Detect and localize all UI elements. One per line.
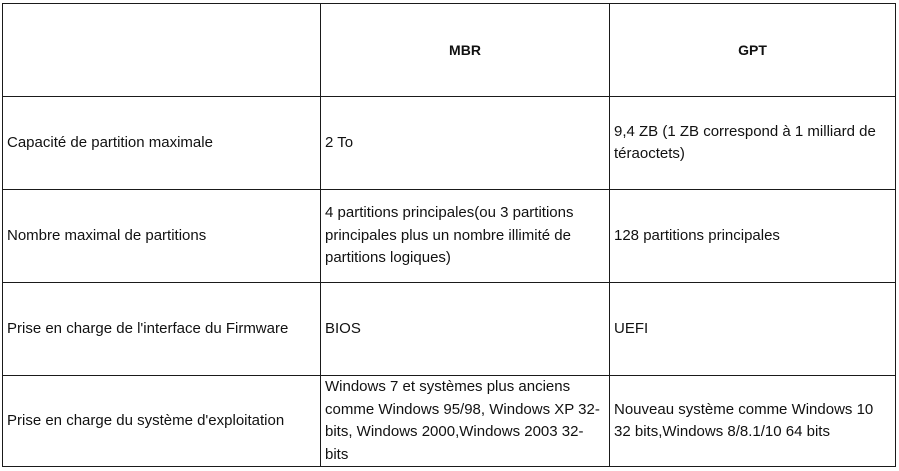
table-row xyxy=(3,283,896,376)
row-label: Prise en charge de l'interface du Firmware xyxy=(3,283,321,376)
gpt-value: Nouveau système comme Windows 10 32 bits,Windows 8/8.1/10 64 bits xyxy=(610,376,896,467)
mbr-value: 2 To xyxy=(321,97,610,190)
mbr-value: 4 partitions principales(ou 3 partitions principales plus un nombre illimité de partitions logiques) xyxy=(321,190,610,283)
table-header-row xyxy=(3,4,896,97)
mbr-gpt-comparison-table xyxy=(2,3,896,467)
mbr-value: BIOS xyxy=(321,283,610,376)
row-label: Nombre maximal de partitions xyxy=(3,190,321,283)
table-row xyxy=(3,376,896,467)
row-label: Capacité de partition maximale xyxy=(3,97,321,190)
table-row xyxy=(3,97,896,190)
table-row xyxy=(3,190,896,283)
gpt-value: 128 partitions principales xyxy=(610,190,896,283)
gpt-value: UEFI xyxy=(610,283,896,376)
mbr-value: Windows 7 et systèmes plus anciens comme Windows 95/98, Windows XP 32-bits, Windows 2000,Windows 2003 32-bits xyxy=(321,376,610,467)
row-label: Prise en charge du système d'exploitation xyxy=(3,376,321,467)
header-gpt: GPT xyxy=(610,4,896,97)
gpt-value: 9,4 ZB (1 ZB correspond à 1 milliard de téraoctets) xyxy=(610,97,896,190)
header-mbr: MBR xyxy=(321,4,610,97)
header-empty-cell xyxy=(3,4,321,97)
